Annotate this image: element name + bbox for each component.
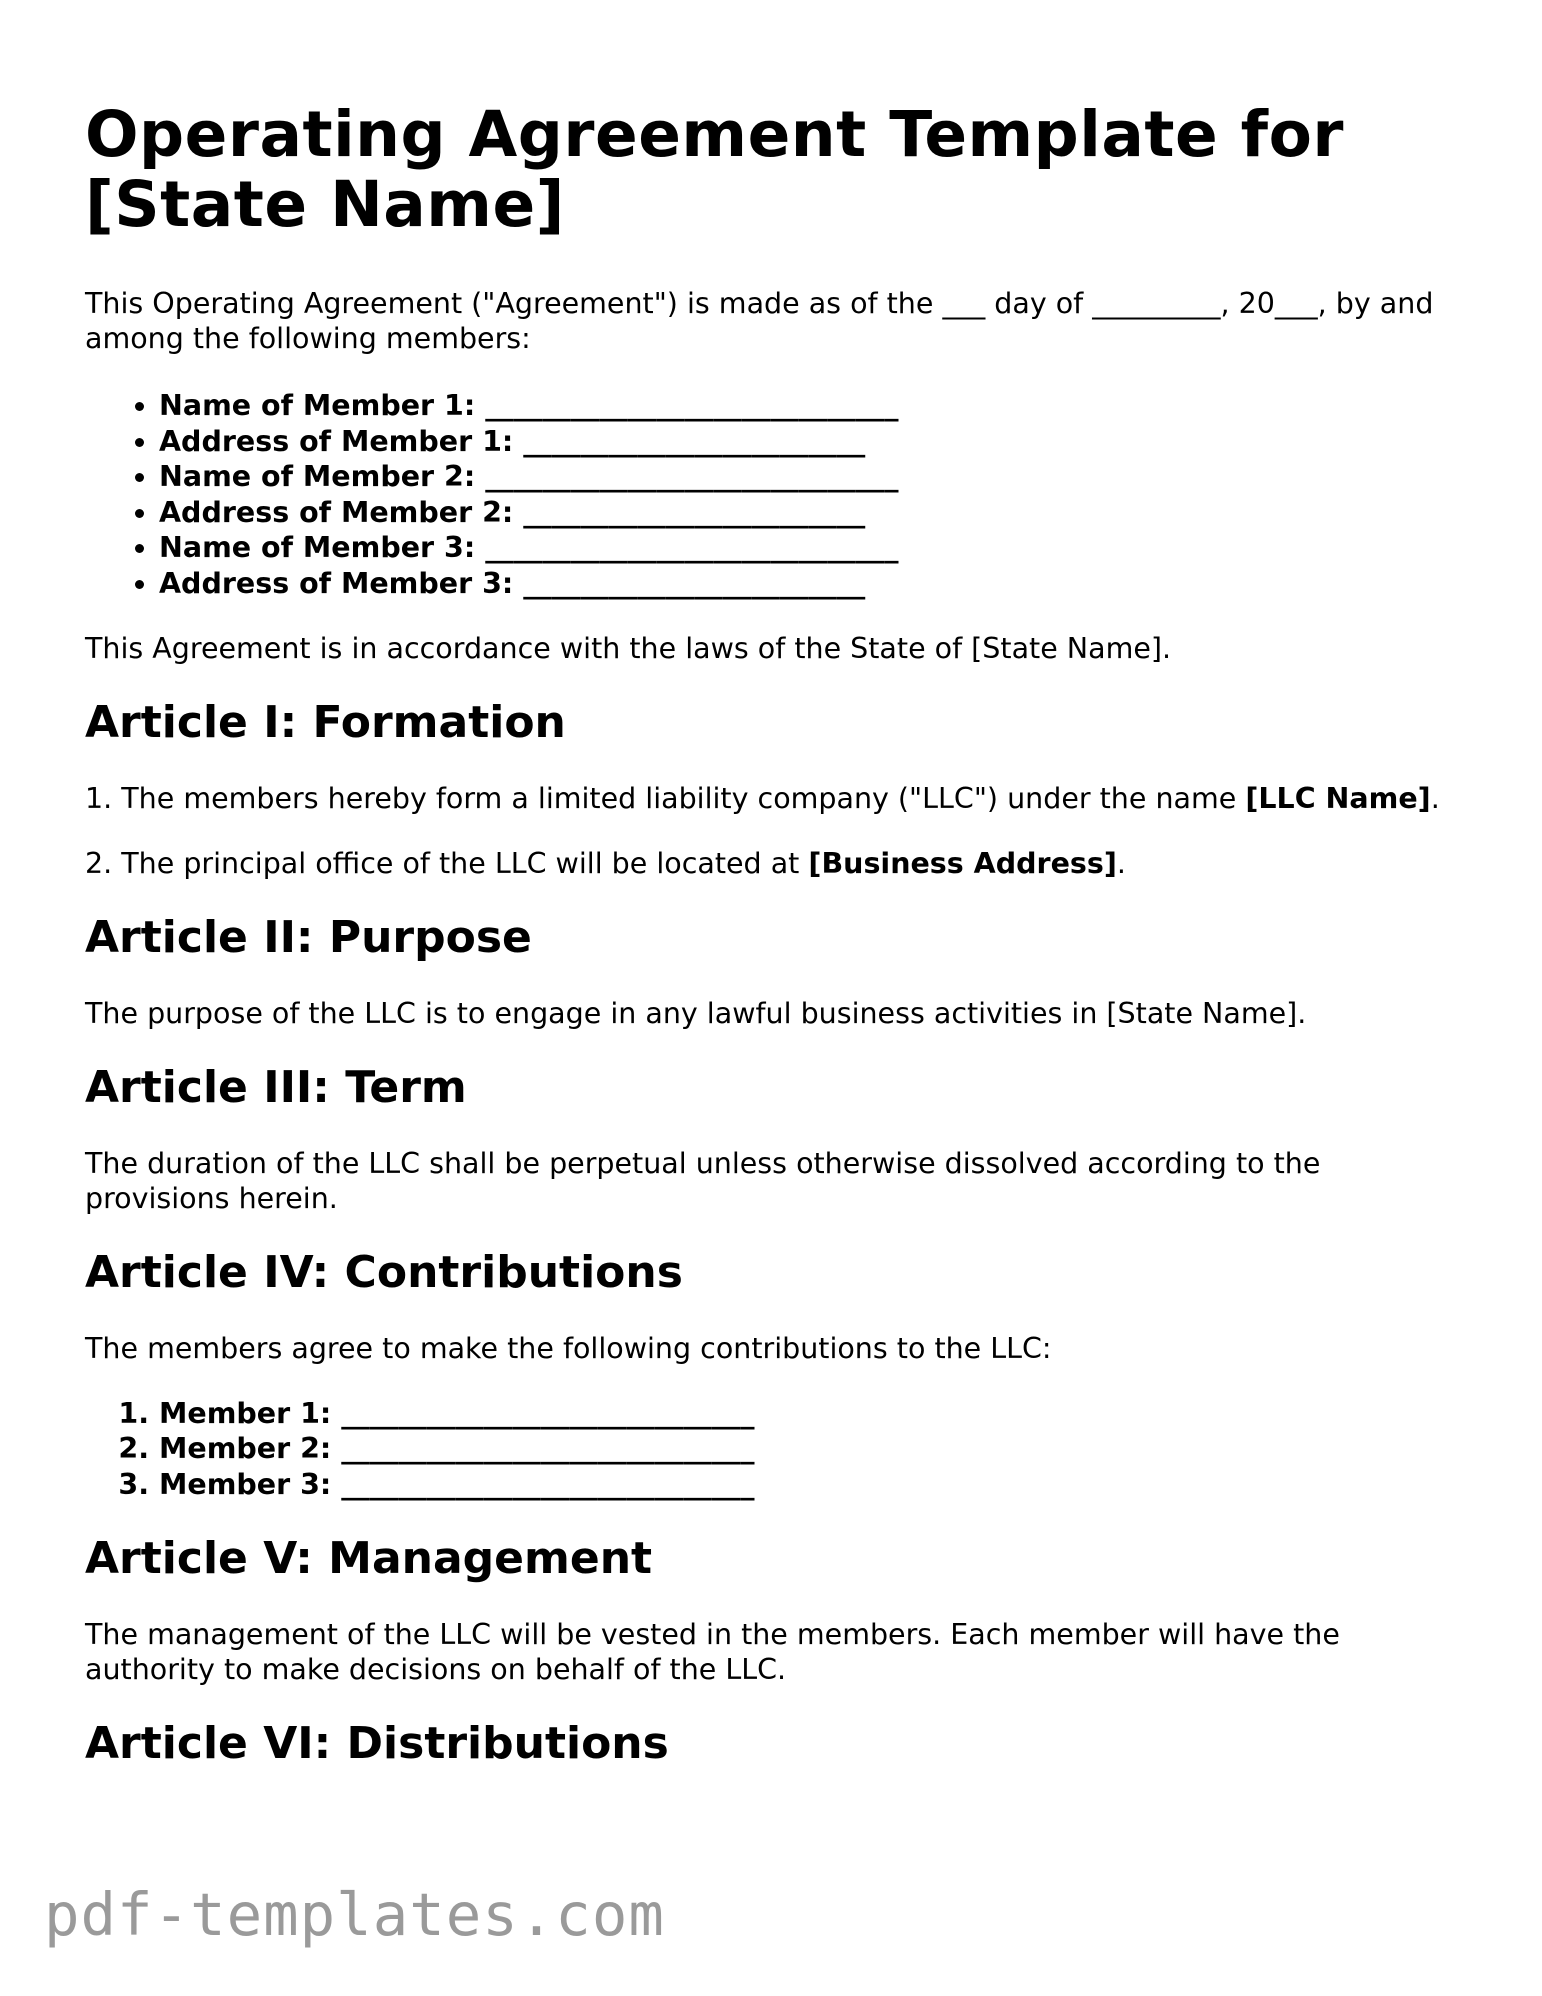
article-4-heading: Article IV: Contributions bbox=[85, 1246, 683, 1298]
contribution-list bbox=[85, 1396, 1465, 1503]
article-1-item-1: 1. The members hereby form a limited liability company ("LLC") under the name [LLC Name]. bbox=[85, 781, 1440, 815]
llc-name-placeholder: [LLC Name] bbox=[1245, 781, 1431, 815]
intro-paragraph: This Operating Agreement ("Agreement") is made as of the ___ day of _________, 20___, by and among the following members: bbox=[85, 287, 1434, 355]
list-item: • Address of Member 3: ________________________ bbox=[159, 566, 1465, 602]
article-6-heading: Article VI: Distributions bbox=[85, 1718, 669, 1770]
fill-in-blank: ________________________ bbox=[523, 424, 866, 458]
article-1-heading: Article I: Formation bbox=[85, 696, 566, 748]
list-item: • Address of Member 1: ________________________ bbox=[159, 424, 1465, 460]
list-item: • Name of Member 1: _____________________________ bbox=[159, 388, 1465, 424]
fill-in-blank: _____________________________ bbox=[341, 1432, 755, 1466]
article-2-text: The purpose of the LLC is to engage in any lawful business activities in [State Name]. bbox=[85, 996, 1307, 1030]
list-item: 1. Member 1: _____________________________ bbox=[159, 1396, 1465, 1432]
list-item: 2. Member 2: _____________________________ bbox=[159, 1431, 1465, 1467]
article-3-text: The duration of the LLC shall be perpetual unless otherwise dissolved according to the provisions herein. bbox=[85, 1146, 1321, 1215]
business-address-placeholder: [Business Address] bbox=[808, 846, 1117, 880]
list-item: • Name of Member 3: _____________________________ bbox=[159, 530, 1465, 566]
fill-in-blank: _____________________________ bbox=[341, 1467, 755, 1501]
list-item: • Name of Member 2: _____________________________ bbox=[159, 459, 1465, 495]
article-5-heading: Article V: Management bbox=[85, 1533, 653, 1585]
member-list bbox=[85, 388, 1465, 602]
fill-in-blank: ________________________ bbox=[523, 495, 866, 529]
fill-in-blank: _____________________________ bbox=[485, 460, 899, 494]
article-2-heading: Article II: Purpose bbox=[85, 911, 532, 963]
page-title: Operating Agreement Template for [State Name] bbox=[85, 98, 1344, 241]
fill-in-blank: _____________________________ bbox=[485, 389, 899, 422]
fill-in-blank: ________________________ bbox=[523, 566, 866, 600]
article-4-text: The members agree to make the following contributions to the LLC: bbox=[85, 1331, 1052, 1365]
list-item: • Address of Member 2: ________________________ bbox=[159, 495, 1465, 531]
watermark-text: pdf-templates.com bbox=[44, 1880, 665, 1949]
article-1-item-2: 2. The principal office of the LLC will be located at [Business Address]. bbox=[85, 846, 1126, 880]
list-item: 3. Member 3: _____________________________ bbox=[159, 1467, 1465, 1503]
article-3-heading: Article III: Term bbox=[85, 1061, 467, 1113]
fill-in-blank: _____________________________ bbox=[485, 531, 899, 565]
fill-in-blank: _____________________________ bbox=[341, 1396, 755, 1430]
article-5-text: The management of the LLC will be vested in the members. Each member will have the authority to make decisions on behalf of the LLC. bbox=[85, 1618, 1340, 1687]
document-page bbox=[85, 100, 1465, 1771]
governing-law-paragraph: This Agreement is in accordance with the laws of the State of [State Name]. bbox=[85, 631, 1172, 665]
